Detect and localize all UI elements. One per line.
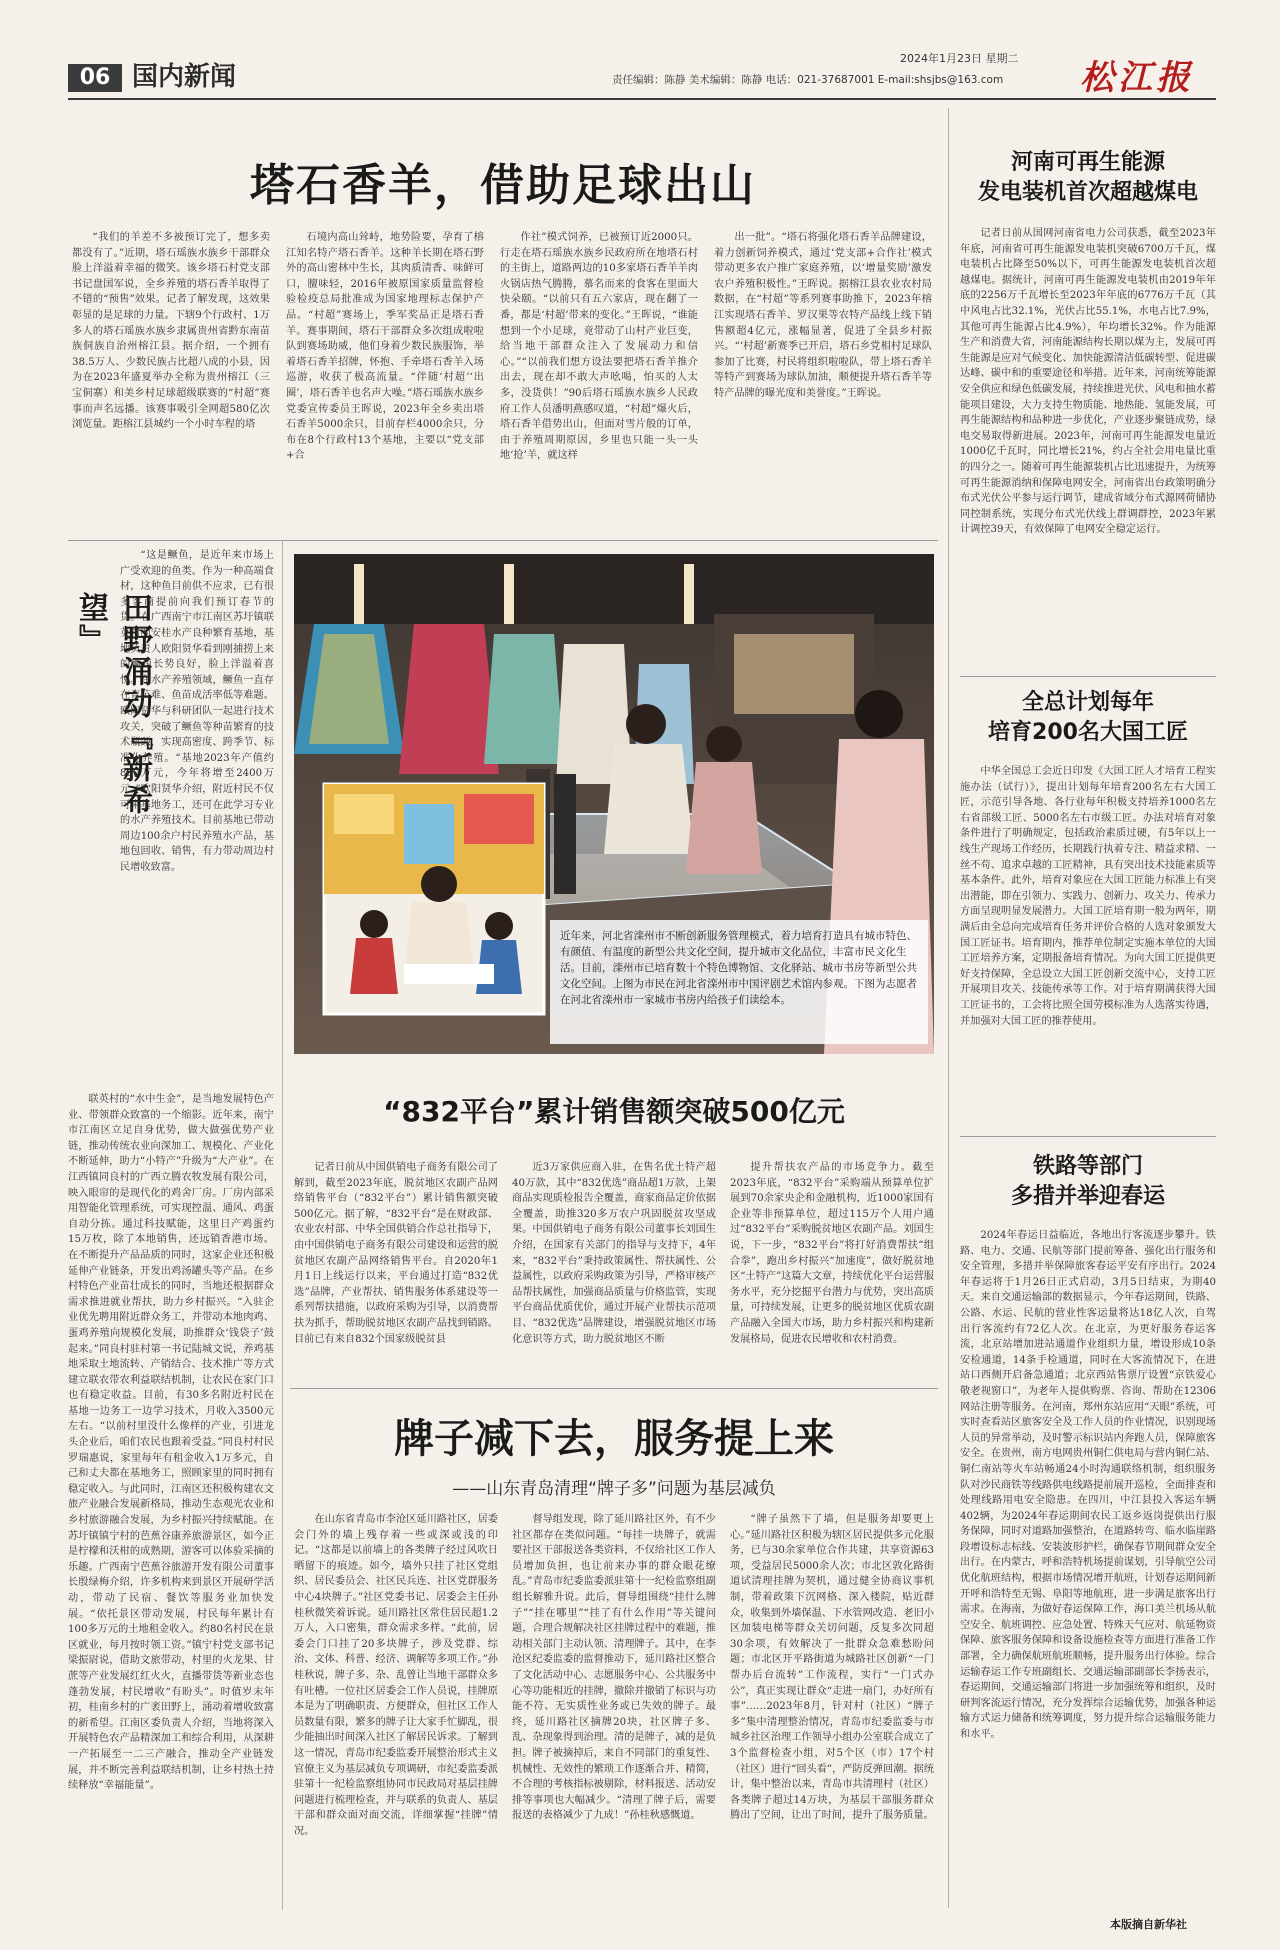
photo-caption: 近年来，河北省滦州市不断创新服务管理模式，着力培育打造具有城市特色、有颜值、有温度的新型公共文化空间，提升城市文化品位，丰富市民文化生活。目前，滦州市已培育数十个特色博物馆、文化驿站、城市书房等新型公共文化空间。上图为市民在河北省滦州市中国评剧艺术馆内参观。下图为志愿者在河北省滦州市一家城市书房内给孩子们读绘本。 <box>560 930 917 1006</box>
platform-bottom-rule <box>290 1388 938 1389</box>
lead-headline: 塔石香羊，借助足球出山 <box>250 160 756 211</box>
platform-column-1: 记者日前从中国供销电子商务有限公司了解到，截至2023年底，脱贫地区农副产品网络销售平台（“832平台”）累计销售额突破500亿元。据了解，“832平台”是在财政部、农业农村部、中华全国供销合作总社指导下，由中国供销电子商务有限公司建设和运营的脱贫地区农副产品网络销售平台。自2020年1月1日上线运行以来，平台通过打造“832优选”品牌，产业帮扶、销售服务体系建设等一系列帮扶措施，以政府采购为引导，以消费帮扶为抓手，帮助脱贫地区农副产品找到销路。目前已有来自832个国家级脱贫县 <box>294 1162 498 1345</box>
right-article-2 <box>960 680 1216 1156</box>
signs-column-3: “牌子虽然下了墙，但是服务却要更上心。”延川路社区积极为辖区居民提供多元化服务，已与30余家单位合作共建，共享资源63项，受益居民5000余人次；市北区敦化路街道试清理挂牌为契机，通过健全协商议事机制，带着政策下沉网格、深入楼院，贴近群众，收集到外墙保温、下水管网改造、老旧小区加装电梯等群众关切问题，反复多次同超30余项，有效解决了一批群众急难愁盼问题；市北区开平路街道为城路社区创新“一门帮办后台流转”工作流程，实行“一门式办公”，真正实现让群众“走进一扇门，办好所有事”……2023年8月，针对村（社区）“牌子多”集中清理整治情况，青岛市纪委监委与市城乡社区治理工作领导小组办公室联合成立了3个监督检查小组，对5个区（市）17个村（社区）进行“回头看”，严防反弹回潮。据统计，集中整治以来，青岛市共清理村（社区）各类牌子超过14万块，为基层干部服务群众腾出了空间，让出了时间，提升了服务质量。 <box>730 1514 934 1822</box>
right-article-3-title: 铁路等部门 多措并举迎春运 <box>1010 1154 1165 1209</box>
signs-column-2: 督导组发现，除了延川路社区外，有不少社区都存在类似问题。“每挂一块牌子，就需要社区干部报送各类资料，不仅给社区工作人员增加负担，也让前来办事的群众眼花缭乱。”青岛市纪委监委派驻第十一纪检监察组副组长解雅升说。此后，督导组围绕“挂什么牌子”“挂在哪里”“挂了有什么作用”等关键问题，合理合规解决社区挂牌过程中的难题，推动相关部门主动认领、清理牌子。其中，在李沧区纪委监委的监督推动下，延川路社区整合了文化活动中心、志愿服务中心、公共服务中心等功能相近的挂牌，撤除并撤销了标识与功能不符、无实质性业务或已失效的牌子。最终，延川路社区摘牌20块，社区牌子多、乱、杂现象得到治理。清的是牌子，减的是负担。牌子被摘掉后，来自不同部门的重复性、机械性、无效性的繁琐工作逐渐合并、精简，不合理的考核指标被剔除，材料报送、活动安排等事项也大幅减少。“清理了牌子后，需要报送的表格减少了九成！”孙桂秋感慨道。 <box>512 1514 716 1822</box>
platform-column-2: 近3万家供应商入驻，在售名优土特产超40万款，其中“832优选”商品超1万款，上架商品实现质检报告全覆盖，商家商品定价依据全覆盖，助推320多万农户巩固脱贫攻坚成果。中国供销电子商务有限公司董事长刘国生介绍，在国家有关部门的指导与支持下，4年来，“832平台”秉持政策属性、帮扶属性、公益属性，以政府采购政策为引导，严格审核产品帮扶属性，加强商品质量与价格监管，实现平台商品优质优价，通过开展产业帮扶示范项目、“832优选”品牌建设，增强脱贫地区市场化意识等方式，助力脱贫地区不断 <box>512 1162 716 1345</box>
left-feature <box>68 548 274 1908</box>
section-name: 国内新闻 <box>132 62 237 92</box>
lead-column-1: “我们的羊差不多被预订完了，想多卖都没有了。”近期，塔石瑶族水族乡干部群众脸上洋溢着幸福的微笑。该乡塔石村党支部书记盘国军说，全乡养殖的塔石香羊取得了不错的“预售”效果。记者了解发现，这效果彰显的是足球的力量。下辖9个行政村、1万多人的塔石瑶族水族乡隶属贵州省黔东南苗族侗族自治州榕江县。据介绍，一个拥有38.5万人、少数民族占比超八成的小县，因为在2023年盛夏举办全称为贵州榕江（三宝侗寨）和美乡村足球超级联赛的“村超”赛事而声名远播。该赛事吸引全网超580亿次浏览量。距榕江县城约一个小时车程的塔 <box>72 232 270 431</box>
right-article-1 <box>960 112 1216 672</box>
lead-column-3: 作社”模式饲养，已被预订近2000只。行走在塔石瑶族水族乡民政府所在地塔石村的主街上，道路两边的10多家塔石香羊羊肉火锅店热气腾腾，慕名而来的食客在里面大快朵颐。“以前只有五六家店，现在翻了一番，都是‘村超’带来的变化。”王晖说，“谁能想到一个小足球，竟带动了山村产业巨变，给当地干部群众注入了发展动力和信心。”“以前我们想方设法要把塔石香羊推介出去，现在却不敢大声吆喝，怕买的人太多，没货供！”90后塔石瑶族水族乡人民政府工作人员潘明燕感叹道，“村超”爆火后，塔石香羊借势出山，但面对雪片般的订单，由于养殖周期原因，乡里也只能一头一头地‘抢’羊，就这样 <box>500 232 698 462</box>
page-number: 06 <box>68 64 122 92</box>
lead-bottom-rule <box>68 540 938 541</box>
issue-date: 2024年1月23日 星期二 <box>900 52 1019 65</box>
left-feature-intro: “这是鳜鱼，是近年来市场上广受欢迎的鱼类。作为一种高端食材，这种鱼目前供不应求，已有很多客商提前向我们预订春节的货。”在广西南宁市江南区苏圩镇联英村的安桂水产良种繁育基地，基地负责人欧阳贤华看到刚捕捞上来的鳜鱼长势良好，脸上洋溢着喜悦。在水产养殖领域，鳜鱼一直存在育苗难、鱼苗成活率低等难题。欧阳贤华与科研团队一起进行技术攻关，突破了鳜鱼等种苗繁育的技术瓶颈，实现高密度、跨季节、标准化养殖。“基地2023年产值约800万元，今年将增至2400万元。”欧阳贤华介绍，附近村民不仅可来基地务工，还可在此学习专业的水产养殖技术。目前基地已带动周边100余户村民养殖水产品，基地包回收、销售，有力带动周边村民增收致富。 <box>120 550 274 873</box>
page-header <box>0 0 1280 108</box>
right-article-2-body: 中华全国总工会近日印发《大国工匠人才培育工程实施办法（试行）》，提出计划每年培育200名左右大国工匠，示范引导各地、各行业每年积极支持培养1000名左右省部级工匠、5000名左右市级工匠。办法对培育对象条件进行了明确规定，包括政治素质过硬，有5年以上一线生产现场工作经历，长期践行执着专注、精益求精、一丝不苟、追求卓越的工匠精神，具有突出技术技能素质等基本条件。此外，培育对象应在大国工匠能力标准上有突出潜能，即在引领力、实践力、创新力、攻关力、传承力方面呈现明显发展潜力。大国工匠培育期一般为两年，期满后由全总向完成培育任务并评价合格的人选对象颁发大国工匠证书。培育期内，推荐单位制定实施本单位的大国工匠培养方案，定期报备培育情况。为向大国工匠提供更好支持保障，全总设立大国工匠创新交流中心，支持工匠开展项目攻关、技能传承等工作。对于培育期满获得大国工匠证书的，工会将比照全国劳模标准为人选落实待遇，并加强对大国工匠的推荐使用。 <box>960 766 1216 1027</box>
right-article-1-title: 河南可再生能源 发电装机首次超越煤电 <box>977 150 1198 205</box>
photo-block <box>290 548 938 1064</box>
signs-column-1: 在山东省青岛市李沧区延川路社区，居委会门外的墙上残存着一些或深或浅的印记。“这都是以前墙上的各类牌子经过风吹日晒留下的痕迹。如今，墙外只挂了社区党组织、居民委员会、社区民兵连、社区党群服务中心4块牌子。”社区党委书记、居委会主任孙桂秋微笑着诉说。延川路社区常住居民超1.2万人，入口密集，群众需求多样。“此前，居委会门口挂了20多块牌子，涉及党群、综治、文体、科普、经济、调解等多项工作。”孙桂秋说，牌子多、杂、乱曾让当地干部群众多有吐槽。一位社区居委会工作人员说，挂牌原本是为了明确职责、方便群众，但社区工作人员数量有限，繁多的牌子让大家手忙脚乱，很少能抽出时间深入社区了解居民诉求。了解到这一情况，青岛市纪委监委开展整治形式主义官僚主义为基层减负专项调研，市纪委监委派驻第十一纪检监察组协同市民政局对基层挂牌问题进行梳理检查，并与联系的负责人、基层干部和群众面对面交流，详细掌握“挂牌”情况。 <box>294 1514 498 1837</box>
right-rule-2 <box>960 1136 1216 1137</box>
signs-headline: 牌子减下去，服务提上来 <box>394 1416 834 1462</box>
right-article-3-body: 2024年春运日益临近，各地出行客流逐步攀升。铁路、电力、交通、民航等部门提前筹备、强化出行服务和安全管理，多措并举保障旅客春运平安有序出行。2024年春运将于1月26日正式启动，3月5日结束，为期40天。来自交通运输部的数据显示，今年春运期间，铁路、公路、水运、民航的营业性客运量将达18亿人次，自驾出行客流约有72亿人次。在北京，为更好服务春运客流，北京站增加进站通道作业组织力量，增设形成10条安检通道，14条手检通道，同时在大客流情况下，在进站口西侧开启备急通道；北京西站售票厅设置“京铁爱心敬老视窗口”，为老年人提供购票、咨询、帮助在12306网站注册等服务。在河南，郑州东站应用“天眼”系统，可实时查看站区旅客安全及工作人员的作业情况，识别现场人员的异常举动，及时警示标识站内奔跑人员，保障旅客安全。在贵州，南方电网贵州铜仁供电局与营内铜仁站、铜仁南站等火车站畅通24小时沟通联络机制，组织服务队对沙民商铁等线路供电线路提前展开巡检，全面排查和处理线路用电安全隐患。在四川，中江县投入客运车辆402辆，为2024年春运期间农民工返乡返岗提供出行服务保障，同时对道路加强整治，在道路转弯、临水临崖路段增设标志标线、安装波形护栏，确保春节期间群众安全出行。在内蒙古，呼和浩特机场提前谋划，引导航空公司优化航班结构，根据市场情况增开航班，计划春运期间新开呼和浩特至无锡、阜阳等地航班，进一步满足旅客出行需求。在海南，为做好春运保障工作，海口美兰机场从航空安全、航班调控、应急处置、特殊天气应对、航延物资保障、旅客服务保障和设备设施检查等方面进行准备工作部署，全力确保航班航班顺畅，提升服务出行体验。综合运输春运工作专班副组长、交通运输部副部长李扬表示，春运期间，交通运输部门将进一步加强统筹和组织，及时研判客流运行情况，充分发挥综合运输优势，加强各种运输方式运力储备和统筹调度，努力提升综合运输服务能力和水平。 <box>960 1230 1216 1740</box>
signs-article <box>290 1394 938 1910</box>
platform-headline: “832平台”累计销售额突破500亿元 <box>383 1095 845 1128</box>
right-article-2-title: 全总计划每年 培育200名大国工匠 <box>988 690 1188 745</box>
editor-info: 责任编辑：陈静 美术编辑：陈静 电话：021-37687001 E-mail:shsjbs@163.com <box>612 74 1004 86</box>
lead-column-4: 出一批”。“塔石将强化塔石香羊品牌建设，着力创新饲养模式，通过‘党支部+合作社’模式带动更多农户推广家庭养殖，以‘增量奖励’激发农户养殖积极性。”王晖说。据榕江县农业农村局数据，在“村超”等系列赛事助推下，2023年榕江实现塔石香羊、罗汉果等农特产品线上线下销售额超4亿元，涨幅显著，促进了全县乡村振兴。“‘村超’新赛季已开启，塔石乡党相村足球队参加了比赛，村民将组织啦啦队，带上塔石香羊等特产到赛场为球队加油，顺便提升塔石香羊等特产品牌的曝光度和美誉度。”王晖说。 <box>714 232 932 399</box>
right-rule-1 <box>960 676 1216 677</box>
platform-article <box>290 1078 938 1378</box>
right-column-divider <box>948 108 949 1908</box>
signs-subtitle: ——山东青岛清理“牌子多”问题为基层减负 <box>452 1479 776 1499</box>
lead-column-2: 石境内高山耸峙，地势险要，孕育了榕江知名特产塔石香羊。这种羊长期在塔石野外的高山密林中生长，其肉质清香、味鲜可口，膻味轻，2016年被原国家质量监督检验检疫总局批准成为国家地理标志保护产品。“村超”赛场上，季军奖品正是塔石香羊。赛事期间，塔石干部群众多次组成啦啦队到赛场助威，他们身着少数民族服饰，举着塔石香羊招牌，怀抱、手牵塔石香羊入场巡游，收获了极高流量。“伴随‘村超’‘出圈’，塔石香羊也名声大噪。”塔石瑶族水族乡党委宣传委员王晖说，2023年全乡卖出塔石香羊5000余只，目前存栏4000余只，分布在8个行政村13个基地，主要以“党支部+合 <box>286 232 484 462</box>
platform-column-3: 提升帮扶农产品的市场竞争力。截至2023年底，“832平台”采购端从预算单位扩展到70余家央企和金融机构，近1000家国有企业等非预算单位，超过115万个人用户通过“832平台”采购脱贫地区农副产品。刘国生说，下一步，“832平台”将打好消费帮扶“组合拳”，跑出乡村振兴“加速度”，做好脱贫地区“土特产”这篇大文章，持续优化平台运营服务水平，充分挖掘平台潜力与优势，突出高质量，可持续发展，让更多的脱贫地区优质农副产品融入全国大市场，助力乡村振兴和构建新发展格局，促进农民增收和农村消费。 <box>730 1162 934 1345</box>
footer-credit: 本版摘自新华社 <box>1110 1918 1187 1931</box>
left-feature-divider <box>282 540 283 1910</box>
right-article-3 <box>960 1140 1216 1900</box>
right-article-1-body: 记者日前从国网河南省电力公司获悉，截至2023年年底，河南省可再生能源发电装机突破6700万千瓦，煤电装机占比降至50%以下，可再生能源发电装机首次超越煤电。据统计，河南可再生能源发电装机由2019年年底的2256万千瓦增长至2023年年底的6776万千瓦（其中风电占比32.1%，光伏占比55.1%，水电占比7.9%，其他可再生能源占比4.9%），年均增长32%。作为能源生产和消费大省，河南能源结构长期以煤为主，发展可再生能源是应对气候变化、加快能源清洁低碳转型、促进碳达峰、碳中和的重要途径和举措。近年来，河南统筹能源安全供应和绿色低碳发展，持续推进光伏、风电和抽水蓄能项目建设，大力支持生物质能、地热能、氢能发展，可再生能源结构和品种进一步优化，产业逐步聚链成势，绿电交易取得新进展。2023年，河南可再生能源发电量近1000亿千瓦时，同比增长21%，约占全社会用电量比重的四分之一。随着可再生能源装机占比迅速提升，为统筹可再生能源消纳和保障电网安全，河南省出台政策明确分布式光伏公平参与运行调节，建成省域分布式源网荷储协同控制系统，实现分布式光伏线上群调群控，2023年累计调控39天，有效保障了电网安全稳定运行。 <box>960 228 1216 536</box>
reading-inset-photo <box>324 784 544 1014</box>
masthead-logo: 松江报 <box>1080 58 1194 98</box>
lead-article <box>68 112 938 542</box>
left-feature-title: 田野涌动『新希望』 <box>73 592 152 816</box>
header-rule <box>68 98 1216 100</box>
photo-caption-box <box>550 920 928 1044</box>
left-feature-body: 联英村的“水中生金”，是当地发展特色产业、带领群众致富的一个缩影。近年来，南宁市江南区立足自身优势，做大做强优势产业链，推动传统农业向深加工、规模化、产业化不断延伸，助力“小特产”升级为“大产业”。在江西镇同良村的广西立腾农牧发展有限公司，映入眼帘的是现代化的鸡舍厂房。厂房内部采用智能化管理系统，可实现控温、通风、鸡蛋自动分拣。通过科技赋能，这里日产鸡蛋约15万枚，除了本地销售，还远销香港市场。在不断提升产品品质的同时，这家企业还积极延伸产业链条，开发出鸡汤罐头等产品。在乡村特色产业苗壮成长的同时，当地还根据群众需求推进就业帮扶，助力乡村振兴。“入驻企业优先聘用附近群众务工，并带动本地肉鸡、蛋鸡养殖向规模化发展，助推群众‘钱袋子’鼓起来。”同良村驻村第一书记陆城文说，养鸡基地采取土地流转、产销结合、技术推广等方式建立联农带农利益联结机制，让农民在家门口也有稳定收益。目前，有30多名附近村民在基地一边务工一边学习技术，月收入3500元左右。“以前村里没什么像样的产业，引进龙头企业后，咱们农民也跟着受益。”同良村村民罗瑞惠说，家里每年有租金收入1万多元，自己和丈夫都在基地务工，照顾家里的同时拥有稳定收入。与此同时，江南区还积极构建农文旅产业融合发展新格局，推动生态观光农业和乡村旅游融合发展，为乡村振兴持续赋能。在苏圩镇镇宁村的芭蕉谷康养旅游景区，如今正是柠檬和沃柑的成熟期，游客可以体验采摘的乐趣。广西南宁芭蕉谷旅游开发有限公司董事长殷绿梅介绍，许多机构来到景区开展研学活动，带动了民宿、餐饮等服务业加快发展。“依托景区带动发展，村民每年累计有100多万元的土地租金收入。约80名村民在景区就业，每月按时领工资。”镇宁村党支部书记梁振尉说，借助文旅带动，村里的火龙果、甘蔗等产业发展红红火火，直播带货等新业态也蓬勃发展，村民增收“有盼头”。时值岁末年初，桂南乡村的广袤田野上，涌动着增收致富的新希望。江南区委负责人介绍，当地将深入开展特色农产品精深加工和综合利用，从深耕一产拓展至一二三产融合，推动全产业链发展，并不断完善利益联结机制，让乡村热土持续释放“幸福能量”。 <box>68 1094 274 1792</box>
